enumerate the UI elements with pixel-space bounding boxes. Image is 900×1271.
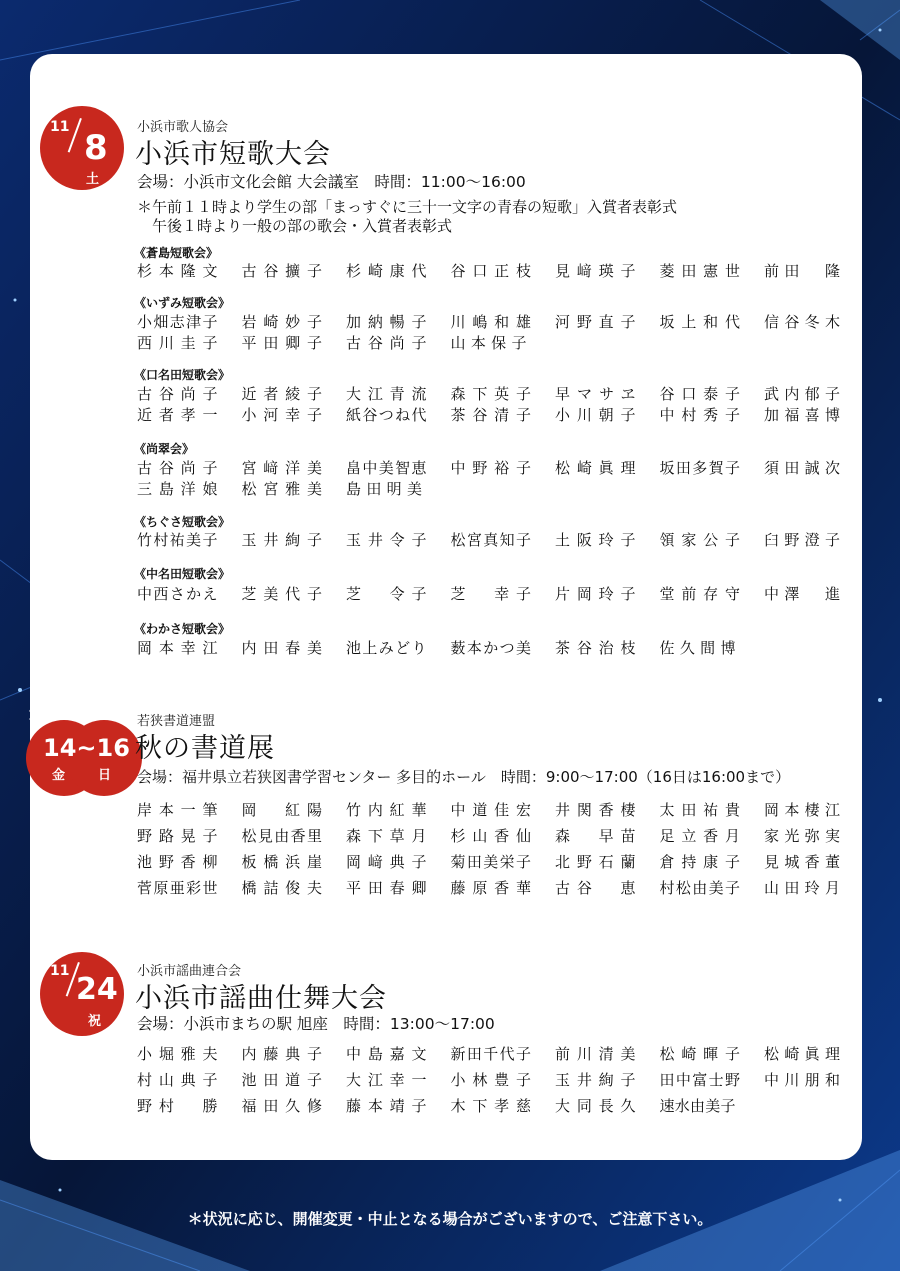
name-grid xyxy=(137,583,845,604)
name: 野路晃子 xyxy=(137,826,218,845)
name: 三島洋娘 xyxy=(137,480,218,498)
name: 内藤典子 xyxy=(241,1044,322,1063)
organizer: 小浜市歌人協会 xyxy=(137,120,229,135)
name-grid xyxy=(137,260,845,281)
date-day: 24 xyxy=(76,972,118,1007)
name: 村山典子 xyxy=(137,1070,218,1089)
name: 家光弥実 xyxy=(764,826,840,845)
name: 臼野澄子 xyxy=(764,531,840,549)
date-badge xyxy=(40,952,124,1036)
name: 玉井絢子 xyxy=(555,1070,636,1089)
date-day: 8 xyxy=(84,128,108,168)
name-row xyxy=(137,1066,845,1092)
date-month: 11 xyxy=(50,119,70,135)
name: 杉山香仙 xyxy=(450,826,531,845)
name: 太田祐貴 xyxy=(659,800,740,819)
name: 橋詰俊夫 xyxy=(241,878,322,897)
name-row xyxy=(137,404,845,425)
name: 古谷尚子 xyxy=(137,459,218,477)
name: 片岡玲子 xyxy=(555,585,636,603)
name: 中野裕子 xyxy=(450,459,531,477)
name-row xyxy=(137,478,845,499)
name: 岡本棲江 xyxy=(764,800,840,819)
name: 中村秀子 xyxy=(659,406,740,424)
name-grid xyxy=(137,529,845,550)
name: 杉崎康代 xyxy=(346,262,427,280)
name: 見﨑瑛子 xyxy=(555,262,636,280)
name: 早マサヱ xyxy=(555,385,636,403)
name: 畠中美智恵 xyxy=(346,459,427,477)
name: 坂田多賀子 xyxy=(659,459,740,477)
date-weekday: 金 xyxy=(52,768,66,783)
name: 池田道子 xyxy=(241,1070,322,1089)
name: 山田玲月 xyxy=(764,878,840,897)
name: 土阪玲子 xyxy=(555,531,636,549)
name-row xyxy=(137,260,845,281)
name-grid xyxy=(137,383,845,425)
name: 井関香棲 xyxy=(555,800,636,819)
event-note: ＊午前１１時より学生の部「まっすぐに三十一文字の青春の短歌」入賞者表彰式 午後１時より一般の部の歌会・入賞者表彰式 xyxy=(137,198,678,235)
name: 松見由香里 xyxy=(241,826,322,845)
name: 小河幸子 xyxy=(241,406,322,424)
event-title: 小浜市謡曲仕舞大会 xyxy=(135,983,387,1014)
name: 松崎暉子 xyxy=(659,1044,740,1063)
name: 谷口正枝 xyxy=(450,262,531,280)
name: 松宮雅美 xyxy=(241,480,322,498)
name-row xyxy=(137,822,845,848)
name: 小川朝子 xyxy=(555,406,636,424)
group-label: 《いずみ短歌会》 xyxy=(134,296,231,310)
name: 茶谷治枝 xyxy=(555,639,636,657)
name-grid xyxy=(137,1040,845,1118)
name: 近者綾子 xyxy=(241,385,322,403)
organizer: 若狭書道連盟 xyxy=(137,714,216,729)
name: 坂上和代 xyxy=(659,313,740,331)
date-day: 14~16 xyxy=(43,734,130,762)
group-label: 《中名田短歌会》 xyxy=(134,567,231,581)
name: 北野石蘭 xyxy=(555,852,636,871)
name: 菅原亜彩世 xyxy=(137,878,218,897)
name: 大江青流 xyxy=(346,385,427,403)
name: 佐久間博 xyxy=(659,639,736,657)
name: 古谷擴子 xyxy=(241,262,322,280)
name-row xyxy=(137,332,845,353)
group-label: 《ちぐさ短歌会》 xyxy=(134,515,231,529)
event-info: 会場：小浜市文化会館 大会議室 時間：11:00〜16:00 xyxy=(137,173,526,191)
name: 藤本靖子 xyxy=(346,1096,427,1115)
name: 薮本かつ美 xyxy=(450,639,531,657)
name-row xyxy=(137,637,845,658)
name-row xyxy=(137,311,845,332)
name: 加福喜博 xyxy=(764,406,840,424)
name: 松崎眞理 xyxy=(764,1044,840,1063)
name: 藤原香華 xyxy=(450,878,531,897)
name: 松崎眞理 xyxy=(555,459,636,477)
name-grid xyxy=(137,311,845,353)
name: 岡本幸江 xyxy=(137,639,218,657)
name: 古谷尚子 xyxy=(137,385,218,403)
name: 小畑志津子 xyxy=(137,313,218,331)
name: 田中富士野 xyxy=(659,1070,740,1089)
event-title: 秋の書道展 xyxy=(135,733,275,764)
name: 板橋浜崖 xyxy=(241,852,322,871)
name: 中島嘉文 xyxy=(346,1044,427,1063)
organizer: 小浜市謡曲連合会 xyxy=(137,964,242,979)
name: 岡 紅陽 xyxy=(241,800,322,819)
name-row xyxy=(137,383,845,404)
name: 島田明美 xyxy=(346,480,422,498)
name-grid xyxy=(137,457,845,499)
date-month: 11 xyxy=(28,708,48,724)
name: 福田久修 xyxy=(241,1096,322,1115)
name-row xyxy=(137,1092,845,1118)
name: 平田卿子 xyxy=(241,334,322,352)
name: 堂前存守 xyxy=(659,585,740,603)
name: 竹村祐美子 xyxy=(137,531,218,549)
group-label: 《尚翠会》 xyxy=(134,442,195,456)
name: 宮﨑洋美 xyxy=(241,459,322,477)
date-month: 11 xyxy=(50,963,70,979)
name: 中川朋和 xyxy=(764,1070,840,1089)
name-row xyxy=(137,529,845,550)
name: 内田春美 xyxy=(241,639,322,657)
name: 古谷 恵 xyxy=(555,878,636,897)
name: 山本保子 xyxy=(450,334,527,352)
name: 池上みどり xyxy=(346,639,427,657)
name: 武内郁子 xyxy=(764,385,840,403)
content-card xyxy=(30,54,862,1160)
name: 森 早苗 xyxy=(555,826,636,845)
name: 平田春卿 xyxy=(346,878,427,897)
name: 新田千代子 xyxy=(450,1044,531,1063)
date-weekday: 土 xyxy=(86,172,100,187)
name: 小堀雅夫 xyxy=(137,1044,218,1063)
name: 池野香柳 xyxy=(137,852,218,871)
name: 芝美代子 xyxy=(241,585,322,603)
date-weekday: 祝 xyxy=(88,1014,102,1029)
name: 川嶋和雄 xyxy=(450,313,531,331)
name: 古谷尚子 xyxy=(346,334,427,352)
event-info: 会場：小浜市まちの駅 旭座 時間：13:00〜17:00 xyxy=(137,1015,495,1033)
name: 菊田美栄子 xyxy=(450,852,531,871)
name-row xyxy=(137,457,845,478)
footer-notice: ＊状況に応じ、開催変更・中止となる場合がございますので、ご注意下さい。 xyxy=(187,1210,713,1228)
name-row xyxy=(137,874,845,900)
date-badge xyxy=(40,106,124,190)
name-row xyxy=(137,583,845,604)
group-label: 《蒼島短歌会》 xyxy=(134,246,219,260)
group-label: 《わかさ短歌会》 xyxy=(134,622,231,636)
name: 中道佳宏 xyxy=(450,800,531,819)
name: 茶谷清子 xyxy=(450,406,531,424)
date-weekday-end: 日 xyxy=(98,768,112,783)
name: 須田誠次 xyxy=(764,459,840,477)
name: 領家公子 xyxy=(659,531,740,549)
name: 杉本隆文 xyxy=(137,262,218,280)
name: 木下孝慈 xyxy=(450,1096,531,1115)
name-grid xyxy=(137,796,845,900)
name: 岡﨑典子 xyxy=(346,852,427,871)
name: 近者孝一 xyxy=(137,406,218,424)
name: 加納暢子 xyxy=(346,313,427,331)
name: 芝 幸子 xyxy=(450,585,531,603)
name-grid xyxy=(137,637,845,658)
name-row xyxy=(137,796,845,822)
name: 野村 勝 xyxy=(137,1096,218,1115)
name: 西川圭子 xyxy=(137,334,218,352)
name: 村松由美子 xyxy=(659,878,740,897)
name-row xyxy=(137,848,845,874)
name: 中西さかえ xyxy=(137,585,218,603)
name: 大同長久 xyxy=(555,1096,636,1115)
name: 前川清美 xyxy=(555,1044,636,1063)
name: 玉井令子 xyxy=(346,531,427,549)
name: 竹内紅華 xyxy=(346,800,427,819)
name: 信谷冬木 xyxy=(764,313,840,331)
name: 芝 令子 xyxy=(346,585,427,603)
name: 岸本一筆 xyxy=(137,800,218,819)
name: 倉持康子 xyxy=(659,852,740,871)
group-label: 《口名田短歌会》 xyxy=(134,368,231,382)
name: 速水由美子 xyxy=(659,1096,736,1115)
name: 中澤 進 xyxy=(764,585,840,603)
name: 谷口泰子 xyxy=(659,385,740,403)
name: 森下草月 xyxy=(346,826,427,845)
name: 菱田憲世 xyxy=(659,262,740,280)
name: 大江幸一 xyxy=(346,1070,427,1089)
name: 足立香月 xyxy=(659,826,740,845)
name: 小林豊子 xyxy=(450,1070,531,1089)
name: 松宮真知子 xyxy=(450,531,531,549)
name: 見城香董 xyxy=(764,852,840,871)
event-title: 小浜市短歌大会 xyxy=(135,139,331,170)
name: 岩崎妙子 xyxy=(241,313,322,331)
name: 玉井絢子 xyxy=(241,531,322,549)
name-row xyxy=(137,1040,845,1066)
name: 河野直子 xyxy=(555,313,636,331)
name: 前田 隆 xyxy=(764,262,840,280)
name: 森下英子 xyxy=(450,385,531,403)
event-info: 会場：福井県立若狭図書学習センター 多目的ホール 時間：9:00〜17:00（16日は16:00まで） xyxy=(137,768,791,786)
name: 紙谷つね代 xyxy=(346,406,427,424)
